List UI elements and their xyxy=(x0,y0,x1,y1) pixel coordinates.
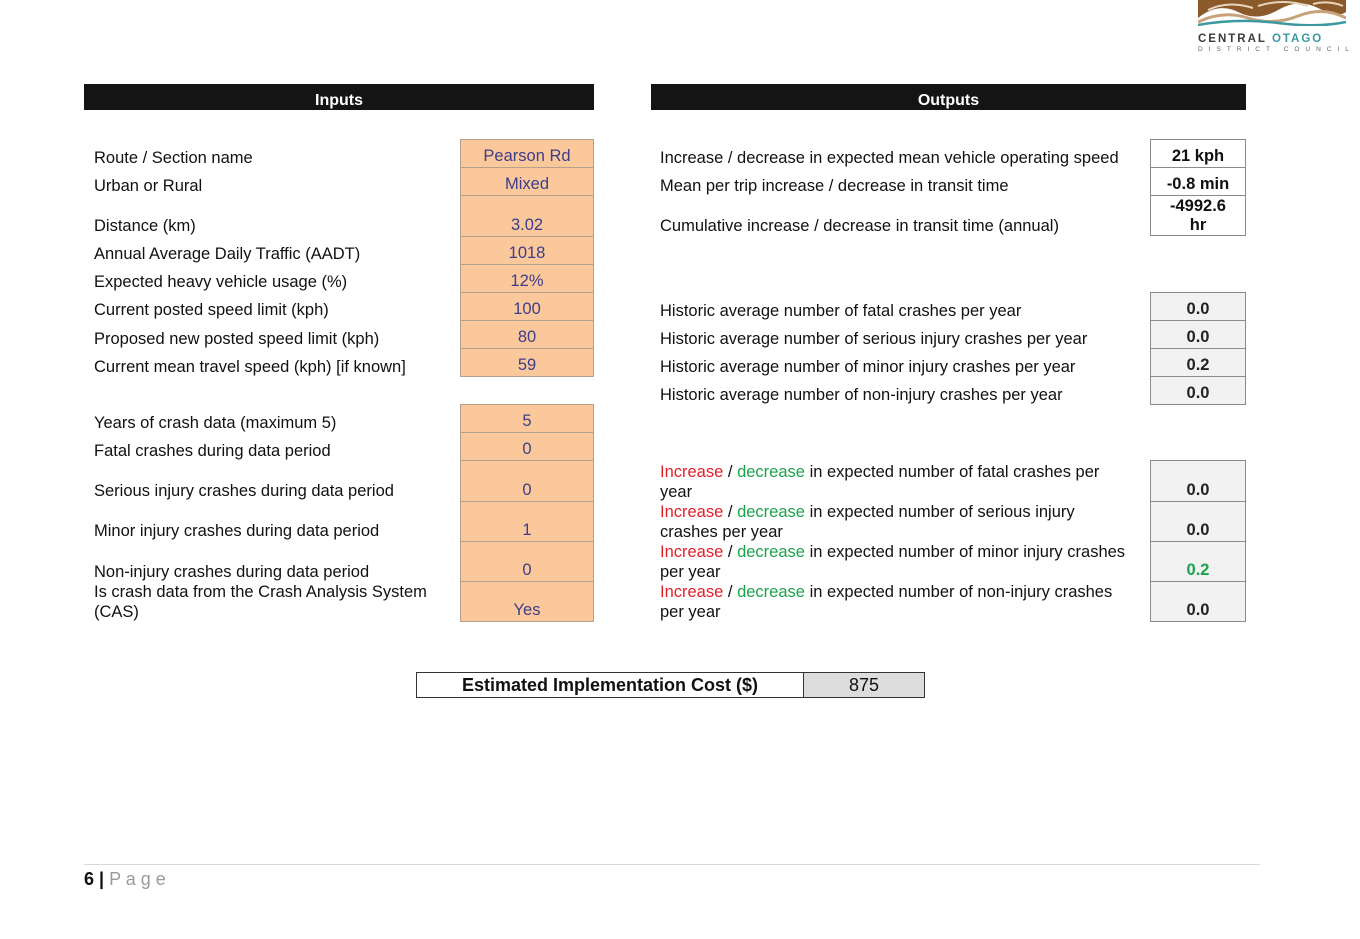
output-non-injury-change: 0.0 xyxy=(1150,581,1246,622)
change-text: in expected number of non-injury crashes xyxy=(809,583,1113,601)
cost-label: Estimated Implementation Cost ($) xyxy=(416,672,804,698)
slash: / xyxy=(727,583,733,601)
page-number: 6 xyxy=(84,869,95,889)
input-years-crash-data[interactable]: 5 xyxy=(460,404,594,433)
output-fatal-change: 0.0 xyxy=(1150,460,1246,502)
council-logo xyxy=(1196,0,1355,56)
decrease-word: decrease xyxy=(737,543,805,561)
page-footer xyxy=(84,869,166,890)
input-proposed-speed-limit[interactable]: 80 xyxy=(460,320,594,349)
logo-text-central: CENTRAL xyxy=(1198,33,1267,45)
input-label: Current posted speed limit (kph) xyxy=(94,301,329,319)
increase-word: Increase xyxy=(660,503,724,521)
input-label: Years of crash data (maximum 5) xyxy=(94,414,337,432)
change-text: in expected number of serious injury xyxy=(809,503,1075,521)
increase-word: Increase xyxy=(660,543,724,561)
output-label: Historic average number of fatal crashes per year xyxy=(660,302,1022,320)
input-label: Non-injury crashes during data period xyxy=(94,563,370,581)
output-change-label xyxy=(660,462,1099,482)
slash: / xyxy=(727,543,733,561)
input-label: Proposed new posted speed limit (kph) xyxy=(94,330,380,348)
output-change-label-l2: per year xyxy=(660,603,721,621)
output-change-label-l2: year xyxy=(660,483,693,501)
output-change-label-l2: per year xyxy=(660,563,721,581)
outputs-header: Outputs xyxy=(651,84,1246,110)
logo-text-otago: OTAGO xyxy=(1271,33,1324,45)
output-historic-fatal: 0.0 xyxy=(1150,292,1246,321)
page-word: P a g e xyxy=(109,869,166,889)
output-label: Increase / decrease in expected mean vehicle operating speed xyxy=(660,149,1119,167)
input-fatal-crashes[interactable]: 0 xyxy=(460,432,594,461)
output-label: Historic average number of minor injury crashes per year xyxy=(660,358,1076,376)
logo-landscape-icon xyxy=(1198,0,1346,26)
input-label: Urban or Rural xyxy=(94,177,203,195)
output-historic-serious: 0.0 xyxy=(1150,320,1246,349)
output-historic-minor: 0.2 xyxy=(1150,348,1246,377)
output-annual-time-change xyxy=(1150,195,1246,236)
output-change-label xyxy=(660,582,1112,602)
decrease-word: decrease xyxy=(737,503,805,521)
input-mean-travel-speed[interactable]: 59 xyxy=(460,348,594,377)
input-label: Fatal crashes during data period xyxy=(94,442,331,460)
decrease-word: decrease xyxy=(737,463,805,481)
input-label: Is crash data from the Crash Analysis System xyxy=(94,583,427,601)
input-distance[interactable]: 3.02 xyxy=(460,195,594,237)
input-route-name[interactable]: Pearson Rd xyxy=(460,139,594,168)
input-label: Minor injury crashes during data period xyxy=(94,522,380,540)
input-label: Expected heavy vehicle usage (%) xyxy=(94,273,348,291)
output-change-label-l2: crashes per year xyxy=(660,523,783,541)
output-annual-time-unit: hr xyxy=(1189,216,1207,234)
output-label: Historic average number of serious injury crashes per year xyxy=(660,330,1088,348)
decrease-word: decrease xyxy=(737,583,805,601)
output-change-label xyxy=(660,542,1125,562)
cost-value: 875 xyxy=(803,672,925,698)
input-label: Annual Average Daily Traffic (AADT) xyxy=(94,245,361,263)
slash: / xyxy=(727,503,733,521)
input-urban-rural[interactable]: Mixed xyxy=(460,167,594,196)
input-non-injury-crashes[interactable]: 0 xyxy=(460,541,594,582)
logo-text-council: DISTRICT COUNCIL xyxy=(1198,46,1355,53)
input-label: (CAS) xyxy=(94,603,139,621)
output-change-label xyxy=(660,502,1075,522)
output-label: Cumulative increase / decrease in transit time (annual) xyxy=(660,217,1059,235)
output-minor-change: 0.2 xyxy=(1150,541,1246,582)
footer-rule xyxy=(84,864,1260,865)
input-serious-crashes[interactable]: 0 xyxy=(460,460,594,502)
output-label: Historic average number of non-injury crashes per year xyxy=(660,386,1063,404)
output-annual-time-value: -4992.6 xyxy=(1170,197,1226,215)
input-label: Current mean travel speed (kph) [if known] xyxy=(94,358,406,376)
inputs-header: Inputs xyxy=(84,84,594,110)
output-trip-time-change: -0.8 min xyxy=(1150,167,1246,196)
increase-word: Increase xyxy=(660,583,724,601)
input-current-speed-limit[interactable]: 100 xyxy=(460,292,594,321)
output-historic-non-injury: 0.0 xyxy=(1150,376,1246,405)
input-label: Serious injury crashes during data period xyxy=(94,482,394,500)
change-text: in expected number of fatal crashes per xyxy=(809,463,1100,481)
output-speed-change: 21 kph xyxy=(1150,139,1246,168)
output-label: Mean per trip increase / decrease in transit time xyxy=(660,177,1009,195)
output-serious-change: 0.0 xyxy=(1150,501,1246,542)
input-aadt[interactable]: 1018 xyxy=(460,236,594,265)
slash: / xyxy=(727,463,733,481)
input-minor-crashes[interactable]: 1 xyxy=(460,501,594,542)
input-label: Route / Section name xyxy=(94,149,253,167)
page-separator: | xyxy=(99,869,105,889)
input-heavy-vehicle[interactable]: 12% xyxy=(460,264,594,293)
input-cas-source[interactable]: Yes xyxy=(460,581,594,622)
increase-word: Increase xyxy=(660,463,724,481)
change-text: in expected number of minor injury crashes xyxy=(809,543,1126,561)
input-label: Distance (km) xyxy=(94,217,196,235)
